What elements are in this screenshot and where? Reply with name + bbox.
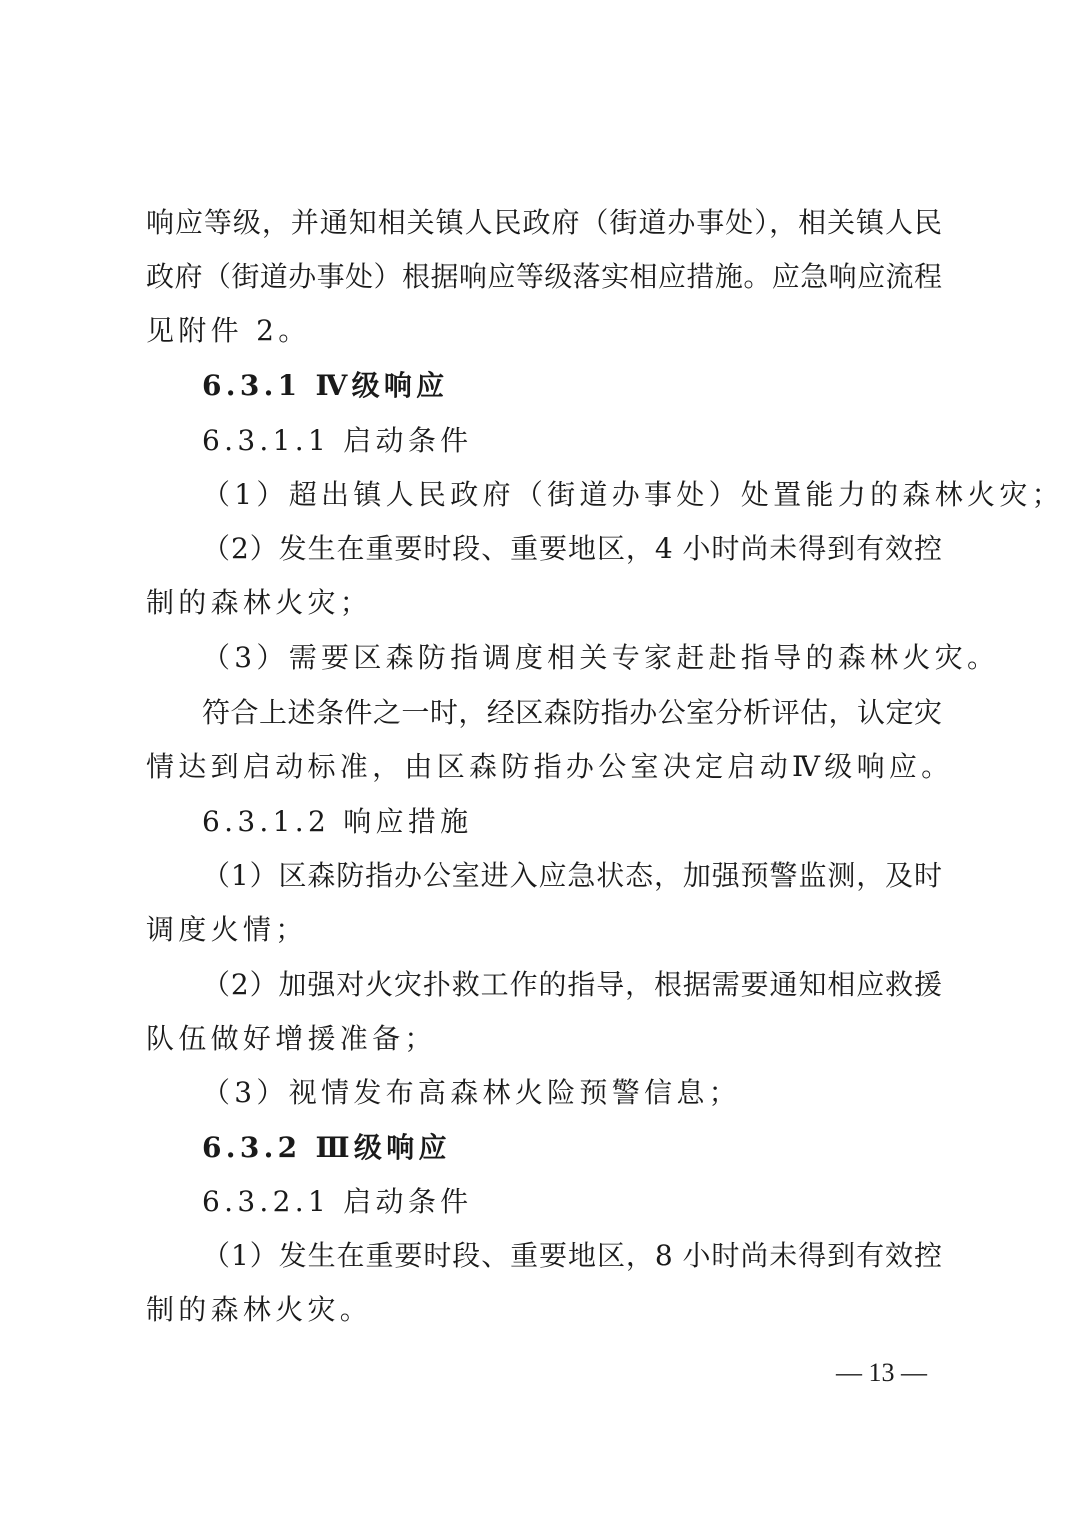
section-heading-6-3-2: 6.3.2 Ⅲ级响应 <box>202 1131 451 1164</box>
paragraph-line: 情达到启动标准，由区森防指办公室决定启动Ⅳ级响应。 <box>146 750 954 783</box>
paragraph-line: 政府（街道办事处）根据响应等级落实相应措施。应急响应流程 <box>146 260 942 293</box>
list-item: （2）发生在重要时段、重要地区，4 小时尚未得到有效控 <box>202 532 942 565</box>
list-item-continuation: 制的森林火灾。 <box>146 1293 373 1326</box>
paragraph-line: 见附件 2。 <box>146 314 311 347</box>
list-item: （1）超出镇人民政府（街道办事处）处置能力的森林火灾； <box>202 478 1064 511</box>
subsection-heading-6-3-2-1: 6.3.2.1 启动条件 <box>202 1185 473 1218</box>
section-heading-6-3-1: 6.3.1 Ⅳ级响应 <box>202 369 449 402</box>
page-number: — 13 — <box>836 1358 927 1387</box>
paragraph-line: 符合上述条件之一时，经区森防指办公室分析评估，认定灾 <box>202 696 942 729</box>
subsection-heading-6-3-1-2: 6.3.1.2 响应措施 <box>202 805 473 838</box>
paragraph-line: 响应等级，并通知相关镇人民政府（街道办事处），相关镇人民 <box>146 206 942 239</box>
subsection-heading-6-3-1-1: 6.3.1.1 启动条件 <box>202 424 473 457</box>
list-item: （3）需要区森防指调度相关专家赶赴指导的森林火灾。 <box>202 641 1000 674</box>
list-item: （1）发生在重要时段、重要地区，8 小时尚未得到有效控 <box>202 1239 942 1272</box>
list-item-continuation: 调度火情； <box>146 913 308 946</box>
list-item: （1）区森防指办公室进入应急状态，加强预警监测，及时 <box>202 859 942 892</box>
list-item-continuation: 制的森林火灾； <box>146 586 373 619</box>
list-item: （2）加强对火灾扑救工作的指导，根据需要通知相应救援 <box>202 968 942 1001</box>
list-item-continuation: 队伍做好增援准备； <box>146 1022 437 1055</box>
list-item: （3）视情发布高森林火险预警信息； <box>202 1076 741 1109</box>
